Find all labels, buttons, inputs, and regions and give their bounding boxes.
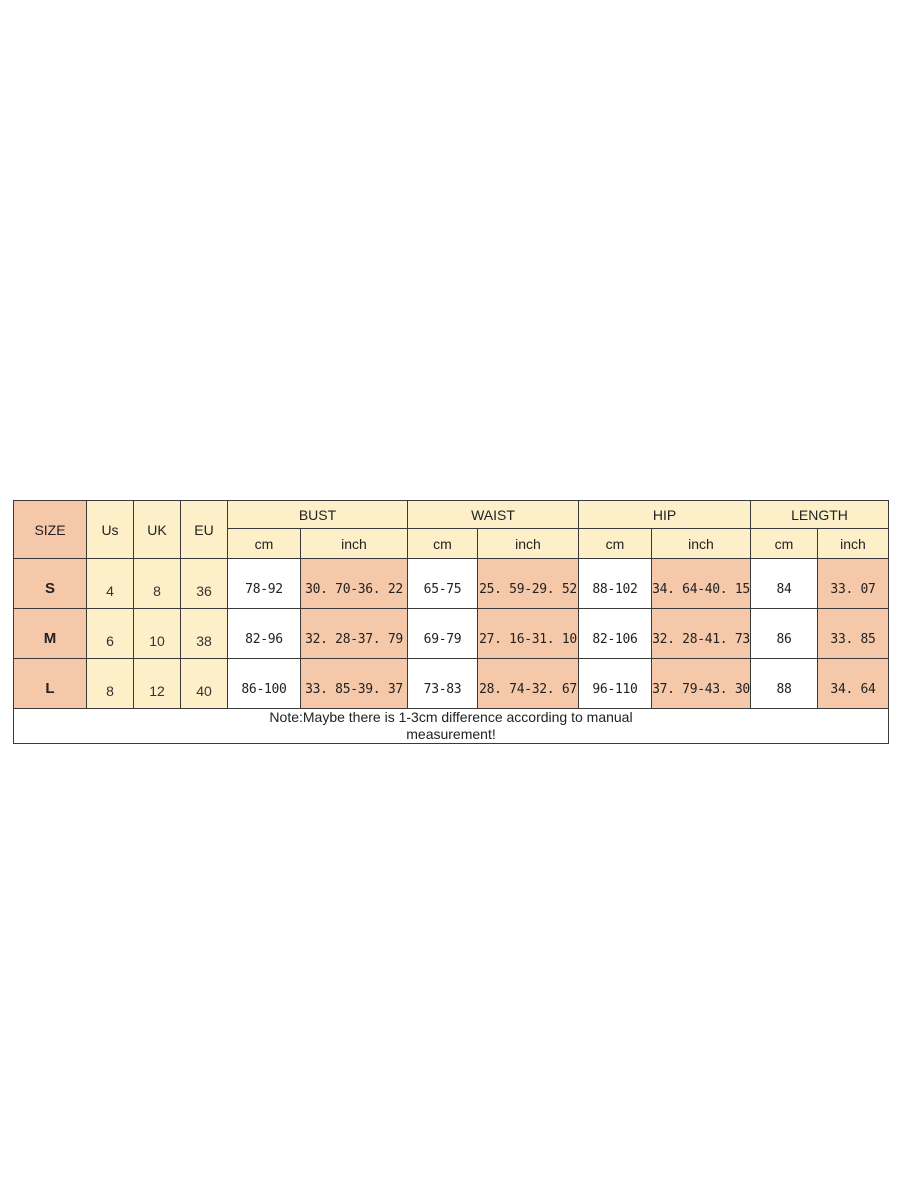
waist-inch-cell: 25. 59-29. 52 — [478, 559, 579, 609]
measurement-note: Note:Maybe there is 1-3cm difference according to manual measurement! — [269, 709, 633, 742]
size-label: L — [14, 659, 87, 709]
waist-cm-cell: 69-79 — [408, 609, 478, 659]
header-row-groups — [14, 501, 889, 529]
size-label: M — [14, 609, 87, 659]
waist-cm-cell: 65-75 — [408, 559, 478, 609]
uk-size-cell: 8 — [134, 559, 181, 609]
waist-cm-cell: 73-83 — [408, 659, 478, 709]
header-hip-cm: cm — [579, 529, 652, 559]
header-bust: BUST — [228, 501, 408, 529]
length-cm-cell: 86 — [751, 609, 818, 659]
length-cm-cell: 88 — [751, 659, 818, 709]
length-cm-cell: 84 — [751, 559, 818, 609]
hip-inch-cell: 34. 64-40. 15 — [652, 559, 751, 609]
header-length-cm: cm — [751, 529, 818, 559]
size-chart-table — [13, 500, 889, 744]
bust-inch-cell: 33. 85-39. 37 — [301, 659, 408, 709]
us-size-cell: 4 — [87, 559, 134, 609]
bust-cm-cell: 78-92 — [228, 559, 301, 609]
note-row — [14, 709, 889, 744]
length-inch-cell: 33. 07 — [818, 559, 889, 609]
header-waist: WAIST — [408, 501, 579, 529]
bust-cm-cell: 86-100 — [228, 659, 301, 709]
waist-inch-cell: 27. 16-31. 10 — [478, 609, 579, 659]
header-size: SIZE — [14, 501, 87, 559]
hip-cm-cell: 88-102 — [579, 559, 652, 609]
header-bust-cm: cm — [228, 529, 301, 559]
eu-size-cell: 38 — [181, 609, 228, 659]
uk-size-cell: 10 — [134, 609, 181, 659]
bust-inch-cell: 30. 70-36. 22 — [301, 559, 408, 609]
eu-size-cell: 36 — [181, 559, 228, 609]
header-hip-inch: inch — [652, 529, 751, 559]
header-waist-cm: cm — [408, 529, 478, 559]
us-size-cell: 6 — [87, 609, 134, 659]
header-us: Us — [87, 501, 134, 559]
header-hip: HIP — [579, 501, 751, 529]
hip-inch-cell: 32. 28-41. 73 — [652, 609, 751, 659]
hip-cm-cell: 96-110 — [579, 659, 652, 709]
header-bust-inch: inch — [301, 529, 408, 559]
uk-size-cell: 12 — [134, 659, 181, 709]
eu-size-cell: 40 — [181, 659, 228, 709]
waist-inch-cell: 28. 74-32. 67 — [478, 659, 579, 709]
length-inch-cell: 33. 85 — [818, 609, 889, 659]
us-size-cell: 8 — [87, 659, 134, 709]
bust-inch-cell: 32. 28-37. 79 — [301, 609, 408, 659]
hip-inch-cell: 37. 79-43. 30 — [652, 659, 751, 709]
table-row-m — [14, 609, 889, 659]
table-row-l — [14, 659, 889, 709]
header-length: LENGTH — [751, 501, 889, 529]
header-eu: EU — [181, 501, 228, 559]
size-label: S — [14, 559, 87, 609]
hip-cm-cell: 82-106 — [579, 609, 652, 659]
header-length-inch: inch — [818, 529, 889, 559]
length-inch-cell: 34. 64 — [818, 659, 889, 709]
bust-cm-cell: 82-96 — [228, 609, 301, 659]
header-uk: UK — [134, 501, 181, 559]
table-row-s — [14, 559, 889, 609]
note-cell — [14, 709, 889, 744]
header-waist-inch: inch — [478, 529, 579, 559]
